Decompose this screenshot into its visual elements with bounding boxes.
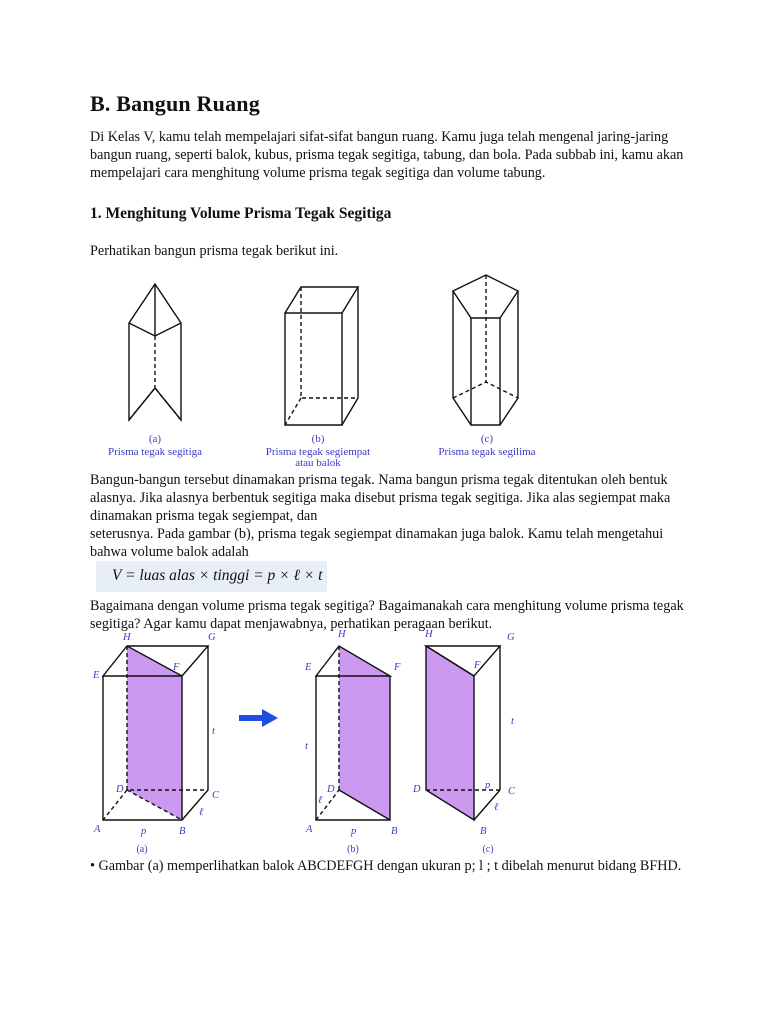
figure-c-caption: Prisma tegak segilima — [438, 446, 536, 458]
dim-t-b: t — [305, 741, 308, 752]
triangular-prism — [129, 284, 181, 420]
rectangular-prism — [285, 287, 358, 425]
vertex-b-c: B — [480, 826, 487, 837]
vertex-c-c: C — [508, 786, 516, 797]
dim-l-a: ℓ — [199, 807, 204, 818]
figure-a-caption: Prisma tegak segitiga — [107, 446, 203, 458]
vertex-p-label-c: p — [485, 780, 491, 791]
volume-formula: V = luas alas × tinggi = p × ℓ × t — [112, 567, 323, 584]
vertex-h-a: H — [123, 632, 131, 643]
vertex-f-b: F — [394, 662, 401, 673]
prism-figure — [0, 265, 768, 470]
vertex-h-c: H — [425, 629, 433, 640]
dim-l-b: ℓ — [318, 795, 323, 806]
vertex-b-a: B — [179, 826, 186, 837]
explanation-part-2: seterusnya. Pada gambar (b), prisma tegak segiempat dinamakan juga balok. Kamu telah mengetahui bahwa volume balok adalah — [90, 526, 664, 560]
intro-paragraph: Di Kelas V, kamu telah mempelajari sifat-sifat bangun ruang. Kamu juga telah mengenal jaring-jaring bangun ruang, seperti balok, kubus, prisma tegak segitiga, tabung, dan bola. Pada subbab ini, kamu akan mempelajari cara menghitung volume prisma tegak segitiga dan volume tabung. — [90, 129, 684, 181]
balok-a — [92, 632, 220, 855]
question-paragraph: Bagaimana dengan volume prisma tegak segitiga? Bagaimanakah cara menghitung volume prisma tegak segitiga? Agar kamu dapat menjawabnya, perhatikan peragaan berikut. — [90, 598, 684, 632]
explanation-paragraph — [90, 471, 690, 561]
vertex-a-b: A — [306, 824, 313, 835]
figure-b-letter: (b) — [311, 433, 325, 445]
vertex-g-c: G — [507, 632, 515, 643]
pentagonal-prism — [453, 275, 518, 425]
balok-split-figure — [0, 625, 768, 857]
vertex-f-c: F — [474, 660, 481, 671]
figure-a-letter: (a) — [148, 433, 162, 445]
explanation-part-1: Bangun-bangun tersebut dinamakan prisma tegak. Nama bangun prisma tegak ditentukan oleh bentuk alasnya. Jika alasnya berbentuk segitiga maka disebut prisma tegak segitiga. Jika alas segiempat maka dinamakan prisma tegak segiempat, dan — [90, 472, 671, 524]
figure-b-caption-line2: atau balok — [295, 457, 341, 469]
vertex-c-a: C — [212, 790, 220, 801]
vertex-b-b: B — [391, 826, 398, 837]
dim-p-a: p — [141, 826, 147, 837]
sub-label-c: (c) — [482, 844, 494, 855]
vertex-g-a: G — [208, 632, 216, 643]
prism-half-c — [412, 629, 516, 855]
sub-label-a: (a) — [136, 844, 148, 855]
subsection-heading: 1. Menghitung Volume Prisma Tegak Segitiga — [90, 205, 392, 222]
vertex-a-a: A — [94, 824, 101, 835]
dim-p-b: p — [351, 826, 357, 837]
dim-t-a: t — [212, 726, 215, 737]
figure-c-letter: (c) — [480, 433, 494, 445]
vertex-e-a: E — [93, 670, 100, 681]
prism-half-b — [304, 629, 401, 855]
right-arrow-icon — [239, 709, 278, 727]
vertex-h-b: H — [338, 629, 346, 640]
vertex-f-a: F — [173, 662, 180, 673]
dim-l-c: ℓ — [494, 802, 499, 813]
vertex-e-b: E — [305, 662, 312, 673]
figure-intro-paragraph: Perhatikan bangun prisma tegak berikut ini. — [90, 243, 339, 259]
dim-t-c: t — [511, 716, 514, 727]
vertex-d-b: D — [327, 784, 335, 795]
section-heading: B. Bangun Ruang — [90, 91, 260, 116]
vertex-d-a: D — [116, 784, 124, 795]
sub-label-b: (b) — [347, 844, 359, 855]
figure-b-caption-line1: Prisma tegak segiempat — [265, 446, 371, 458]
formula-box — [96, 561, 327, 592]
bullet-paragraph: • Gambar (a) memperlihatkan balok ABCDEFGH dengan ukuran p; l ; t dibelah menurut bidang BFHD. — [90, 858, 682, 874]
vertex-d-c: D — [413, 784, 421, 795]
